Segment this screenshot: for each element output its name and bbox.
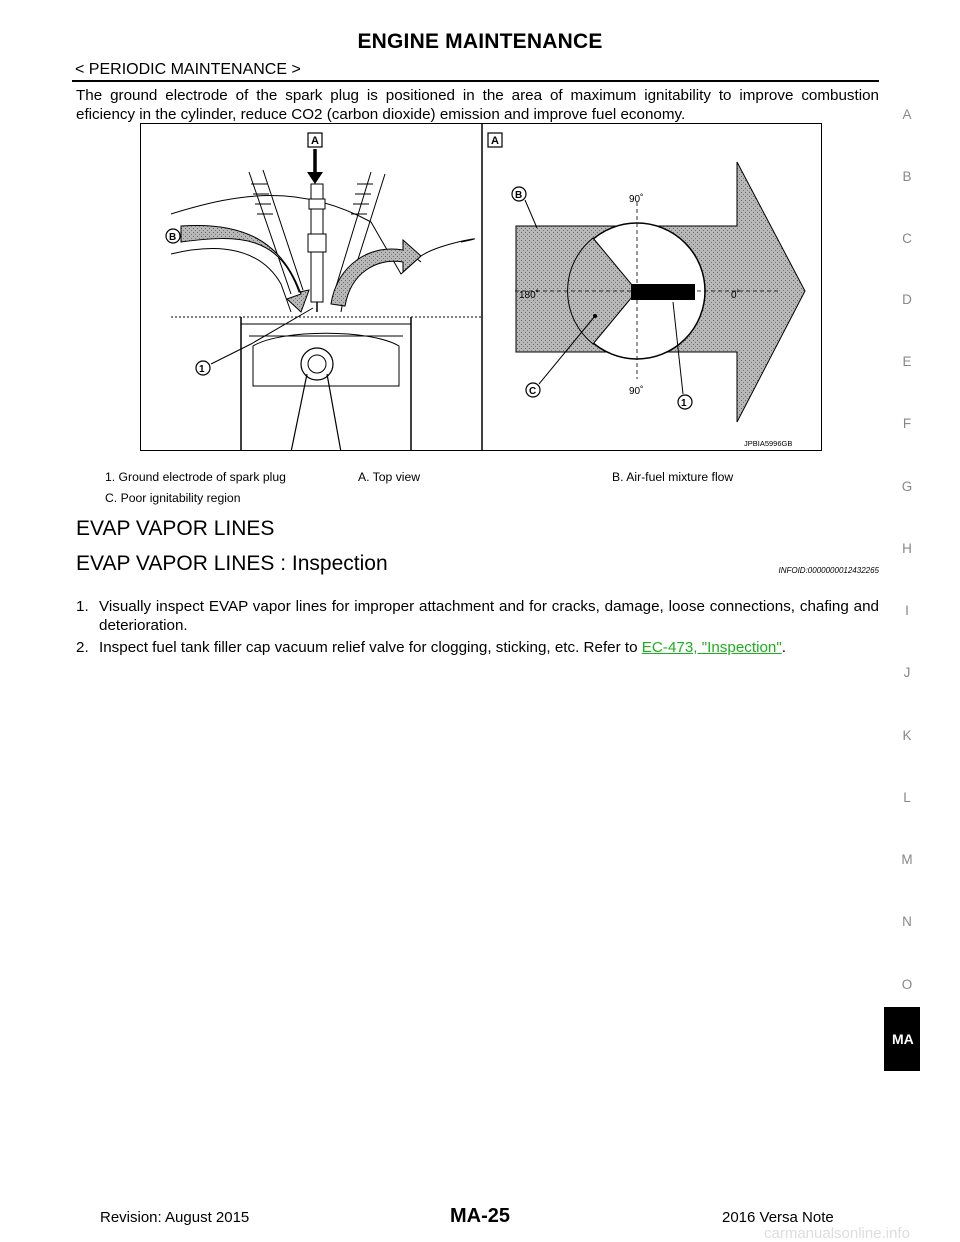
index-letter-a[interactable]: A [902, 107, 912, 122]
index-letter-h[interactable]: H [902, 541, 912, 556]
step-text-before: Inspect fuel tank filler cap vacuum relief valve for clogging, sticking, etc. Refer to [99, 639, 642, 656]
footer-page-number: MA-25 [449, 1205, 510, 1227]
index-letter-f[interactable]: F [902, 416, 912, 431]
label-deg-90-top: 90˚ [629, 194, 644, 205]
step-2 [76, 638, 879, 657]
index-letter-d[interactable]: D [902, 292, 912, 307]
spark-plug-figure [140, 123, 822, 451]
index-letter-b[interactable]: B [902, 169, 912, 184]
index-letter-n[interactable]: N [902, 914, 912, 929]
label-electrode-left: 1 [199, 364, 205, 375]
footer-model: 2016 Versa Note [722, 1209, 834, 1226]
legend-item-a: A. Top view [358, 470, 421, 484]
index-letter-l[interactable]: L [903, 790, 911, 805]
index-letter-i[interactable]: I [905, 603, 909, 618]
section-tab-label: MA [892, 1031, 914, 1047]
label-mixture-flow-right: B [515, 190, 523, 201]
index-letter-o[interactable]: O [901, 977, 913, 992]
label-mixture-flow-left: B [169, 232, 177, 243]
section-breadcrumb: < PERIODIC MAINTENANCE > [75, 61, 301, 78]
legend-item-1: 1. Ground electrode of spark plug [105, 470, 286, 484]
figure-code: JPBIA5996GB [744, 439, 793, 448]
step-1 [76, 597, 879, 635]
label-deg-90-bottom: 90˚ [629, 386, 644, 397]
label-top-view-left: A [311, 135, 319, 147]
section-subtitle: EVAP VAPOR LINES : Inspection [76, 552, 388, 575]
section-title: EVAP VAPOR LINES [76, 517, 275, 540]
index-letter-c[interactable]: C [902, 231, 912, 246]
section-tab-ma[interactable] [884, 1007, 920, 1071]
legend-item-b: B. Air-fuel mixture flow [612, 470, 734, 484]
index-letter-e[interactable]: E [902, 354, 912, 369]
label-electrode-right: 1 [681, 398, 687, 409]
intro-paragraph: The ground electrode of the spark plug is positioned in the area of maximum ignitability to improve combustion eficiency in the cylinder, reduce CO2 (carbon dioxide) emission and improve fuel economy. [76, 87, 879, 123]
cylinder-cross-section [166, 133, 481, 451]
index-letter-m[interactable]: M [901, 852, 913, 867]
step-text: Visually inspect EVAP vapor lines for improper attachment and for cracks, damage, loose connections, chafing and deterioration. [99, 598, 879, 634]
label-top-view-right: A [491, 135, 499, 147]
page-title: ENGINE MAINTENANCE [357, 30, 603, 53]
index-letter-k[interactable]: K [902, 728, 912, 743]
label-deg-180: 180˚ [519, 290, 540, 301]
inspection-reference-link[interactable]: EC-473, "Inspection" [641, 639, 782, 656]
figure-drawing [141, 124, 822, 451]
step-text-after: . [781, 639, 786, 656]
step-text [99, 638, 879, 657]
info-id: INFOID:0000000012432265 [778, 566, 879, 575]
step-number: 2. [76, 639, 89, 656]
top-view-diagram [488, 133, 805, 448]
index-letter-g[interactable]: G [901, 479, 913, 494]
watermark: carmanualsonline.info [764, 1225, 910, 1242]
index-letter-j[interactable]: J [903, 665, 911, 680]
legend-item-c: C. Poor ignitability region [105, 491, 241, 505]
footer-revision: Revision: August 2015 [100, 1209, 250, 1226]
step-number: 1. [76, 598, 89, 615]
label-deg-0: 0˚ [731, 290, 740, 301]
label-poor-ignitability: C [529, 386, 537, 397]
header-divider [72, 80, 879, 82]
